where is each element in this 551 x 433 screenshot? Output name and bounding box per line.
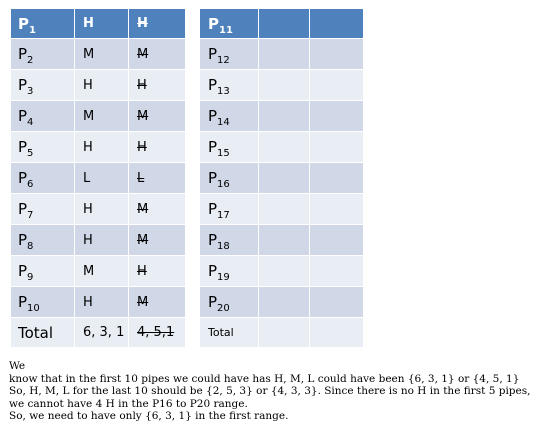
pipe-cell [11,163,75,194]
pipe-subscript: 5 [27,148,34,159]
value-cell: H [75,194,129,225]
pipe-label: P [18,169,28,187]
pipe-cell [200,163,259,194]
value-cell: H [75,132,129,163]
empty-cell [310,101,364,132]
table-row [200,287,364,318]
note-line: So, we need to have only {6, 3, 1} in the first range. [9,410,289,422]
struck-value-cell: H [129,132,186,163]
value-cell: H [75,70,129,101]
note-line: we cannot have 4 H in the P16 to P20 range. [9,397,248,410]
total-struck-value: 4, 5,1 [129,318,186,348]
pipe-label: P [208,138,218,156]
pipe-cell [11,132,75,163]
pipe-label: P [18,14,29,33]
left-table [10,8,186,348]
left-header-row [11,9,186,39]
table-row [200,39,364,70]
empty-cell [259,9,310,39]
pipe-label: P [208,231,218,249]
empty-cell [259,194,310,225]
struck-value-cell: M [129,287,186,318]
struck-value-cell: M [129,194,186,225]
pipe-label: P [18,200,28,218]
table-row [200,132,364,163]
pipe-cell [200,39,259,70]
pipe-label: P [208,293,218,311]
right-header-row [200,9,364,39]
pipe-subscript: 6 [27,179,34,190]
header-pipe-cell [11,9,75,39]
struck-value-cell: M [129,39,186,70]
empty-cell [259,101,310,132]
empty-cell [310,163,364,194]
struck-value-cell: M [129,225,186,256]
pipe-cell [200,256,259,287]
struck-value-cell: L [129,163,186,194]
total-row [200,318,364,348]
total-value: 6, 3, 1 [75,318,129,348]
struck-value-cell: H [129,70,186,101]
pipe-subscript: 10 [27,303,40,314]
table-row [200,163,364,194]
header-h-struck-cell: H [129,9,186,39]
pipe-subscript: 1 [29,24,36,36]
pipe-label: P [18,293,28,311]
pipe-label: P [208,169,218,187]
value-cell: M [75,101,129,132]
empty-cell [259,225,310,256]
pipe-label: P [18,262,28,280]
empty-cell [259,39,310,70]
pipe-label: P [18,138,28,156]
pipe-label: P [18,45,28,63]
table-row [11,225,186,256]
value-cell: H [75,287,129,318]
pipe-subscript: 17 [217,210,230,221]
pipe-label: P [18,231,28,249]
pipe-cell [11,256,75,287]
pipe-cell [200,101,259,132]
table-row [200,70,364,101]
value-cell: M [75,256,129,287]
pipe-cell [11,287,75,318]
empty-cell [259,163,310,194]
pipe-subscript: 16 [217,179,230,190]
table-row [11,39,186,70]
table-row [11,70,186,101]
pipe-cell [200,132,259,163]
header-h-cell: H [75,9,129,39]
empty-cell [259,256,310,287]
table-row [11,101,186,132]
empty-cell [310,287,364,318]
table-row [200,225,364,256]
total-row [11,318,186,348]
empty-cell [310,225,364,256]
pipe-label: P [208,262,218,280]
total-label: Total [200,318,259,348]
pipe-label: P [208,107,218,125]
table-row [11,256,186,287]
note-line: know that in the first 10 pipes we could have has H, M, L could have been {6, 3, 1} or {4, 5, 1} [9,372,520,385]
struck-value-cell: M [129,101,186,132]
empty-cell [310,9,364,39]
pipe-subscript: 4 [27,117,34,128]
empty-cell [259,70,310,101]
pipe-label: P [208,76,218,94]
table-row [11,287,186,318]
table-row [11,163,186,194]
pipe-subscript: 14 [217,117,230,128]
pipe-cell [11,101,75,132]
pipe-subscript: 11 [219,24,233,36]
pipe-subscript: 9 [27,272,34,283]
pipe-subscript: 8 [27,241,34,252]
pipe-cell [11,194,75,225]
pipe-label: P [18,107,28,125]
table-row [200,194,364,225]
value-cell: L [75,163,129,194]
pipe-subscript: 7 [27,210,34,221]
pipe-subscript: 2 [27,55,34,66]
note-line: So, H, M, L for the last 10 should be {2, 5, 3} or {4, 3, 3}. Since there is no H in the first 5 pipes, [9,385,531,397]
pipe-label: P [208,45,218,63]
pipe-subscript: 18 [217,241,230,252]
struck-value-cell: H [129,256,186,287]
pipe-subscript: 3 [27,86,34,97]
pipe-subscript: 20 [217,303,230,314]
pipe-label: P [208,14,219,33]
explanation-text [9,360,549,423]
empty-cell [259,287,310,318]
pipe-cell [200,287,259,318]
pipe-label: P [18,76,28,94]
pipe-cell [200,194,259,225]
pipe-cell [200,70,259,101]
pipe-cell [11,70,75,101]
pipe-subscript: 15 [217,148,230,159]
value-cell: H [75,225,129,256]
pipe-label: P [208,200,218,218]
empty-cell [310,194,364,225]
pipe-subscript: 13 [217,86,230,97]
table-row [200,101,364,132]
empty-cell [310,256,364,287]
empty-cell [310,132,364,163]
value-cell: M [75,39,129,70]
note-line: We [9,360,26,372]
total-label: Total [11,318,75,348]
pipe-cell [200,225,259,256]
empty-cell [259,318,310,348]
pipe-subscript: 19 [217,272,230,283]
right-table [199,8,364,348]
pipe-subscript: 12 [217,55,230,66]
empty-cell [259,132,310,163]
table-row [200,256,364,287]
table-row [11,194,186,225]
pipe-cell [11,225,75,256]
empty-cell [310,39,364,70]
table-row [11,132,186,163]
empty-cell [310,70,364,101]
empty-cell [310,318,364,348]
header-pipe-cell [200,9,259,39]
pipe-cell [11,39,75,70]
